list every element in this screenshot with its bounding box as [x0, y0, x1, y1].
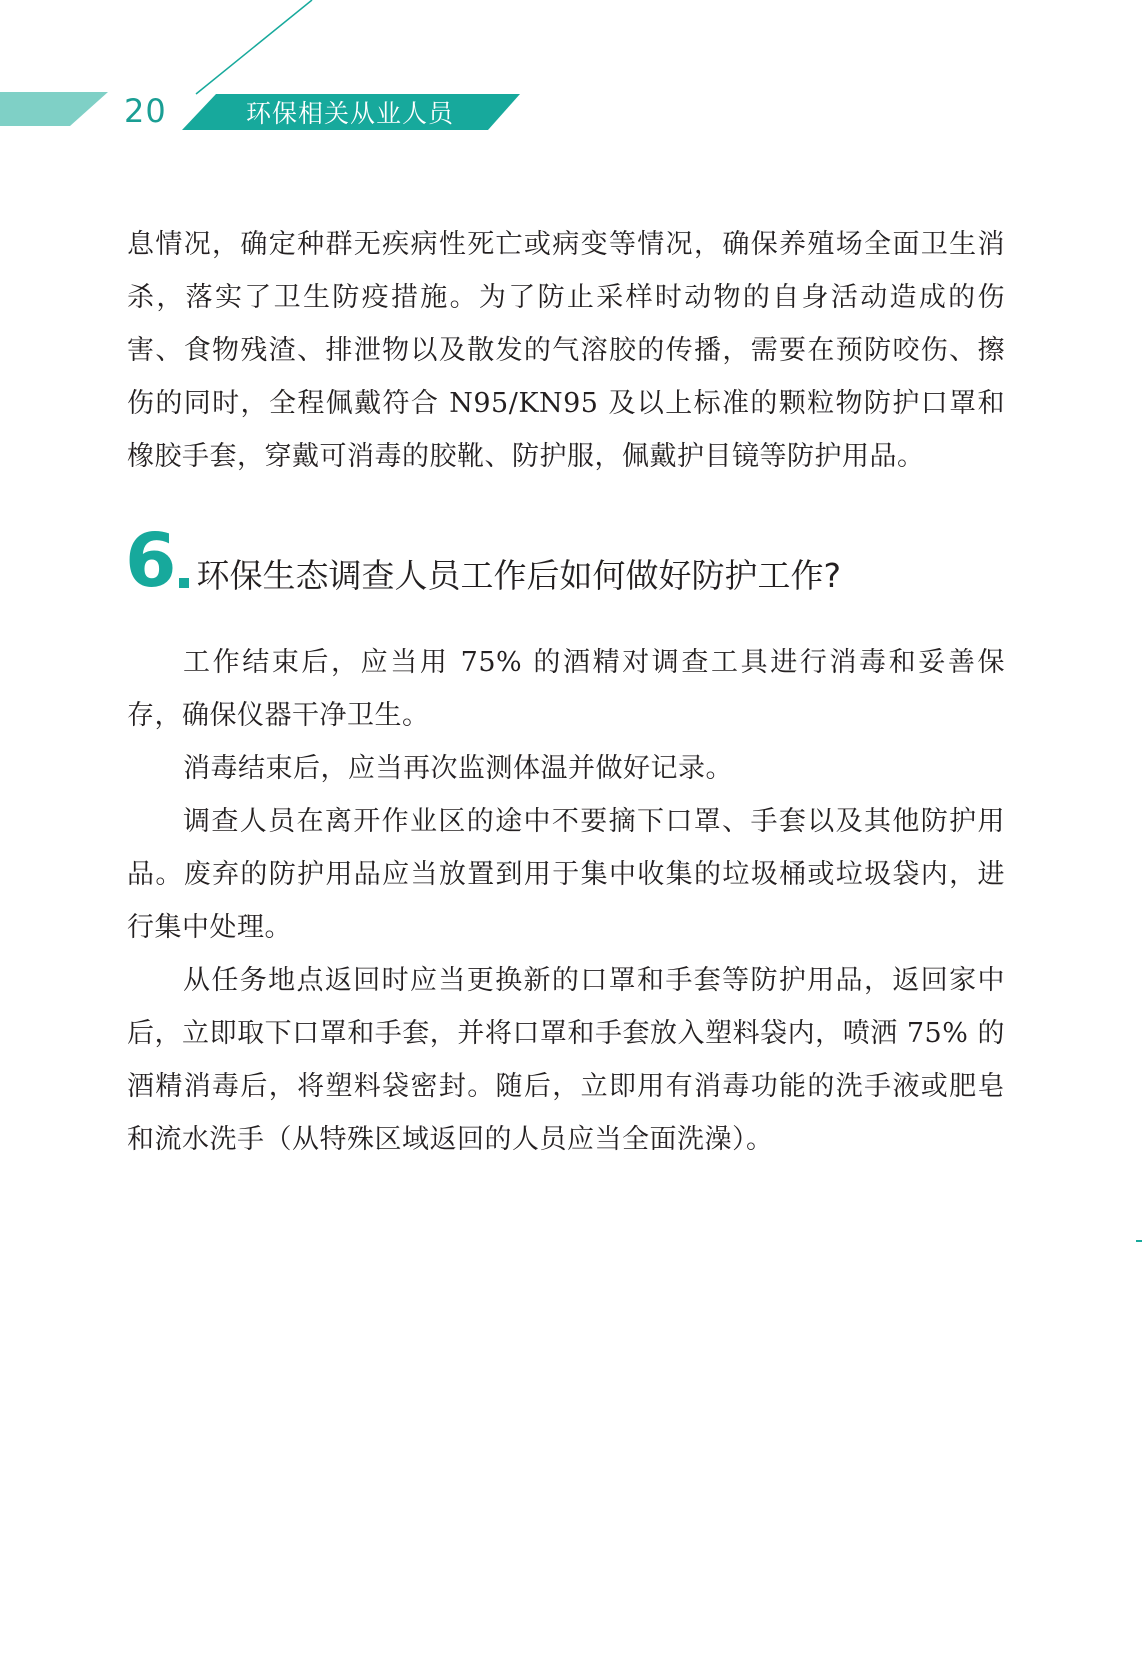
header-diagonal-line — [196, 0, 312, 94]
edge-mark — [1136, 1240, 1142, 1242]
paragraph-cleaning: 工作结束后，应当用 75% 的酒精对调查工具进行消毒和妥善保存，确保仪器干净卫生。 — [127, 647, 1005, 731]
section-number: 6 — [125, 518, 177, 604]
paragraph-leaving-site: 调查人员在离开作业区的途中不要摘下口罩、手套以及其他防护用品。废弃的防护用品应当放置到用于集中收集的垃圾桶或垃圾袋内，进行集中处理。 — [127, 806, 1005, 943]
header-left-band — [0, 92, 108, 126]
paragraph-returning-home: 从任务地点返回时应当更换新的口罩和手套等防护用品，返回家中后，立即取下口罩和手套，并将口罩和手套放入塑料袋内，喷洒 75% 的酒精消毒后，将塑料袋密封。随后，立即用有消毒功能的洗手液或肥皂和流水洗手（从特殊区域返回的人员应当全面洗澡）。 — [127, 965, 1005, 1155]
section-body — [127, 636, 1005, 1166]
section-dot — [179, 578, 189, 588]
continued-paragraph: 息情况，确定种群无疾病性死亡或病变等情况，确保养殖场全面卫生消杀，落实了卫生防疫措施。为了防止采样时动物的自身活动造成的伤害、食物残渣、排泄物以及散发的气溶胶的传播，需要在预防咬伤、擦伤的同时，全程佩戴符合 N95/KN95 及以上标准的颗粒物防护口罩和橡胶手套，穿戴可消毒的胶靴、防护服，佩戴护目镜等防护用品。 — [127, 229, 1005, 472]
page-number: 20 — [124, 92, 167, 130]
section-heading — [125, 518, 842, 604]
section-title: 环保生态调查人员工作后如何做好防护工作? — [196, 556, 842, 595]
continued-paragraph-block — [127, 218, 1005, 483]
header-decoration — [0, 0, 1142, 150]
chapter-title: 环保相关从业人员 — [246, 99, 455, 128]
paragraph-temperature: 消毒结束后，应当再次监测体温并做好记录。 — [183, 753, 733, 784]
